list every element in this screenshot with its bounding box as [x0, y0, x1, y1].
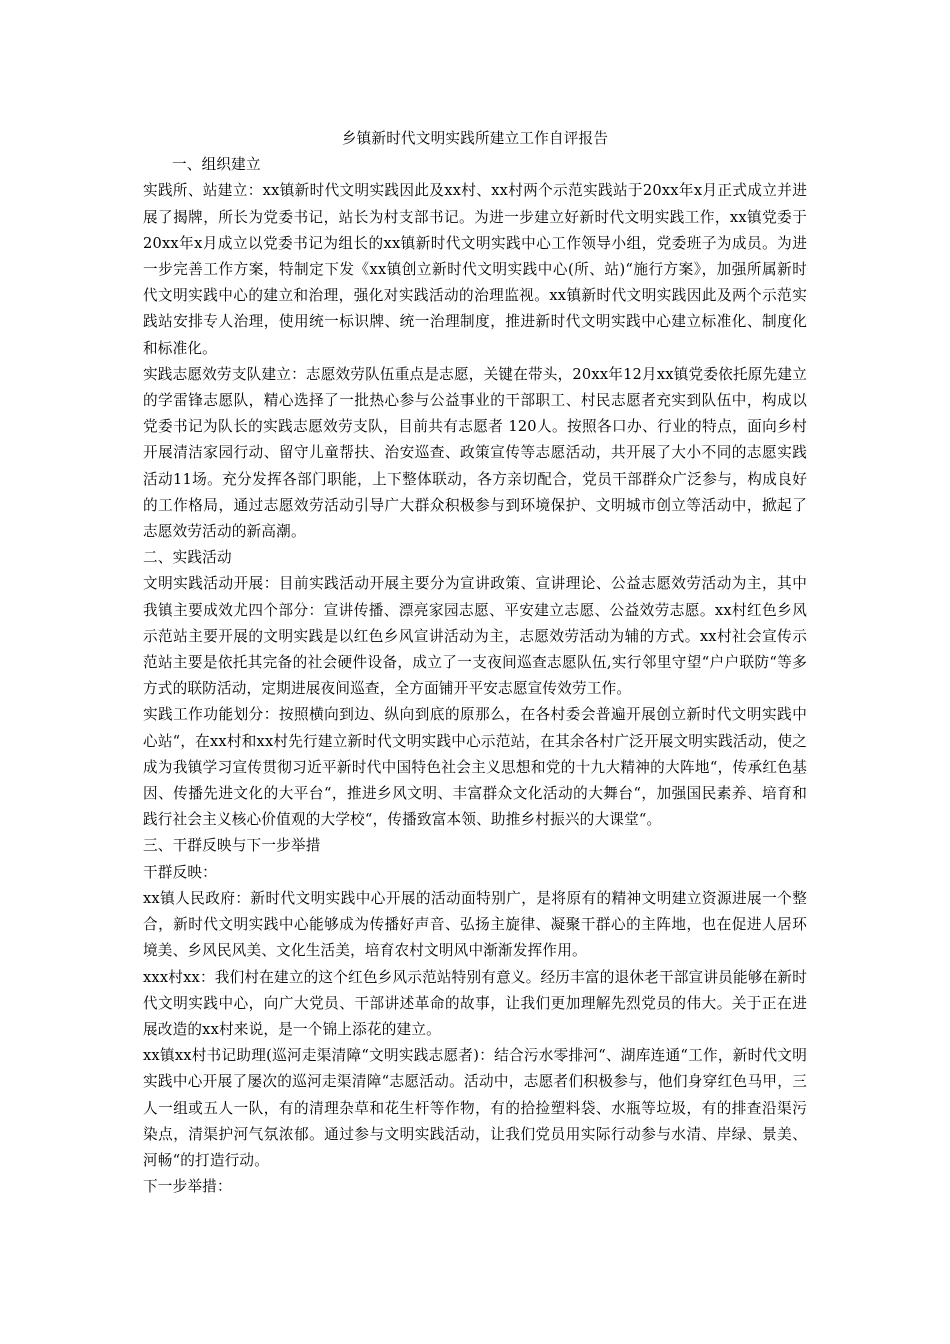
paragraph-village-comment: xxx村xx：我们村在建立的这个红色乡风示范站特别有意义。经历丰富的退休老干部宣讲员能够在新时代文明实践中心，向广大党员、干部讲述革命的故事，让我们更加理解先烈党员的伟大。关于正在进展改造的xx村来说，是一个锦上添花的建立。 [143, 968, 807, 1038]
paragraph-function-division: 实践工作功能划分：按照横向到边、纵向到底的原那么，在各村委会普遍开展创立新时代文明实践中心站“，在xx村和xx村先行建立新时代文明实践中心示范站，在其余各村广泛开展文明实践活动，使之成为我镇学习宣传贯彻习近平新时代中国特色社会主义思想和党的十九大精神的大阵地“，传承红色基因、传播先进文化的大平台“，推进乡风文明、丰富群众文化活动的大舞台“，加强国民素养、培育和践行社会主义核心价值观的大学校“，传播致富本领、助推乡村振兴的大课堂“。 [143, 706, 807, 829]
document-body [143, 126, 807, 1200]
section-heading-practice-activities: 二、实践活动 [143, 549, 232, 567]
subheading-feedback: 干群反映： [143, 863, 217, 881]
paragraph-town-government: xx镇人民政府：新时代文明实践中心开展的活动面特别广，是将原有的精神文明建立资源进展一个整合，新时代文明实践中心能够成为传播好声音、弘扬主旋律、凝聚干群心的主阵地，也在促进人居环境美、乡风民风美、文化生活美，培育农村文明风中渐渐发挥作用。 [143, 889, 807, 960]
document-title: 乡镇新时代文明实践所建立工作自评报告 [341, 130, 609, 147]
paragraph-secretary-assistant: xx镇xx村书记助理(巡河走渠清障“文明实践志愿者)：结合污水零排河“、湖库连通“工作，新时代文明实践中心开展了屡次的巡河走渠清障“志愿活动。活动中，志愿者们积极参与，他们身穿红色马甲，三人一组或五人一队，有的清理杂草和花生杆等作物，有的拾捡塑料袋、水瓶等垃圾，有的排查沿渠污染点，清渠护河气氛浓郁。通过参与文明实践活动，让我们党员用实际行动参与水清、岸绿、景美、河畅“的打造行动。 [143, 1047, 807, 1169]
paragraph-activity-development: 文明实践活动开展：目前实践活动开展主要分为宣讲政策、宣讲理论、公益志愿效劳活动为主，其中我镇主要成效尤四个部分：宣讲传播、漂亮家园志愿、平安建立志愿、公益效劳志愿。xx村红色乡风示范站主要开展的文明实践是以红色乡风宣讲活动为主，志愿效劳活动为辅的方式。xx村社会宣传示范站主要是依托其完备的社会硬件设备，成立了一支夜间巡查志愿队伍,实行邻里守望“户户联防“等多方式的联防活动，定期进展夜间巡查，全方面铺开平安志愿宣传效劳工作。 [143, 575, 807, 698]
subheading-next-steps: 下一步举措： [143, 1178, 232, 1196]
section-heading-feedback-next-steps: 三、干群反映与下一步举措 [143, 837, 321, 855]
paragraph-volunteer-team: 实践志愿效劳支队建立：志愿效劳队伍重点是志愿，关键在带头，20xx年12月xx镇党委依托原先建立的学雷锋志愿队，精心选择了一批热心参与公益事业的干部职工、村民志愿者充实到队伍中，构成以党委书记为队长的实践志愿效劳支队，目前共有志愿者 120人。按照各口办、行业的特点，面向乡村开展清洁家园行动、留守儿童帮扶、治安巡查、政策宣传等志愿活动，共开展了大小不同的志愿实践活动11场。充分发挥各部门职能，上下整体联动，各方亲切配合，党员干部群众广泛参与，构成良好的工作格局，通过志愿效劳活动引导广大群众积极参与到环境保护、文明城市创立等活动中，掀起了志愿效劳活动的新高潮。 [143, 365, 807, 541]
section-heading-organization: 一、组织建立 [172, 156, 261, 174]
paragraph-station-establishment: 实践所、站建立：xx镇新时代文明实践因此及xx村、xx村两个示范实践站于20xx年x月正式成立并进展了揭牌，所长为党委书记，站长为村支部书记。为进一步建立好新时代文明实践工作，xx镇党委于20xx年x月成立以党委书记为组长的xx镇新时代文明实践中心工作领导小组，党委班子为成员。为进一步完善工作方案，特制定下发《xx镇创立新时代文明实践中心(所、站)“施行方案》，加强所属新时代文明实践中心的建立和治理，强化对实践活动的治理监视。xx镇新时代文明实践因此及两个示范实践站安排专人治理，使用统一标识牌、统一治理制度，推进新时代文明实践中心建立标准化、制度化和标准化。 [143, 182, 807, 357]
